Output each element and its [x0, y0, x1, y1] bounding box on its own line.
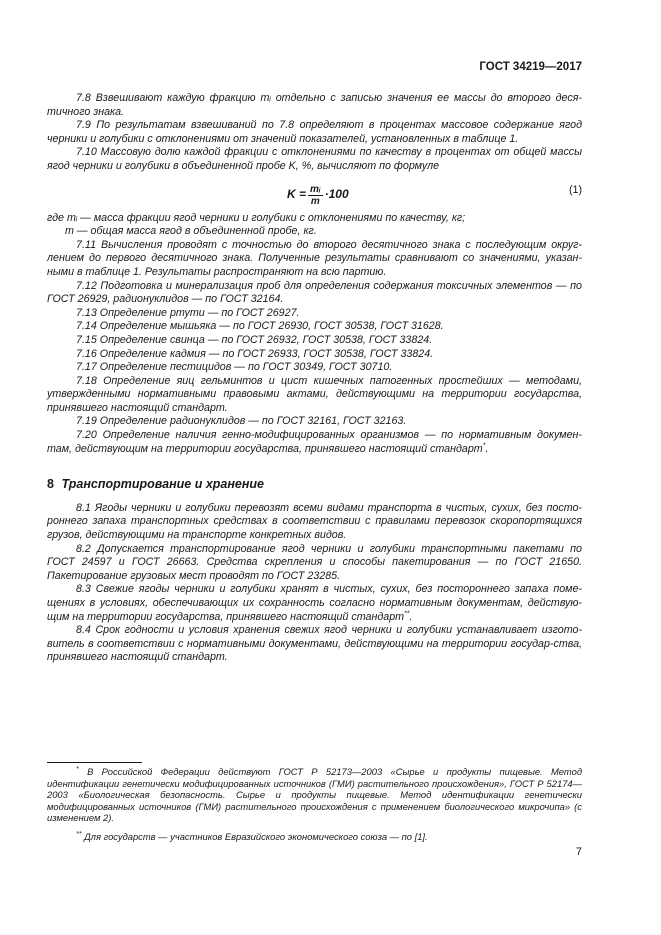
footnote-1-text: В Российской Федерации действуют ГОСТ Р 52173—2003 «Сырье и продукты пищевые. Метод идентификации генетически модифицированных источников (ГМИ) растительного происхождения», ГОСТ Р 52174—2003 «Биологическая безопасность. Сырье и продукты пищевые. Метод идентификации генетически модифицированных источников (ГМИ) растительного происхождения с применением биологического микрочипа» (с изменением 2).: [47, 766, 583, 823]
paragraph-7-17: 7.17 Определение пестицидов — по ГОСТ 30349, ГОСТ 30710.: [76, 361, 393, 374]
formula-denominator: m: [310, 195, 320, 207]
footnote-2: [47, 831, 582, 843]
paragraph-8-2: 8.2 Допускается транспортирование ягод черники и голубики транспортными пакетами по ГОСТ 24597 и ГОСТ 26663. Средства скрепления и способы пакетирования — по ГОСТ 21650. Пакетирование грузовых мест проводят по ГОСТ 23285.: [47, 542, 582, 582]
formula-number: (1): [568, 183, 582, 196]
formula-legend: [47, 212, 582, 239]
formula-tail: ·100: [324, 187, 349, 202]
document-header: ГОСТ 34219—2017: [479, 61, 582, 73]
paragraph-7-20: [47, 429, 582, 456]
footnote-2-mark: **: [76, 830, 82, 838]
paragraph-8-1: 8.1 Ягоды черники и голубики перевозят всеми видами транспорта в чистых, сухих, без посто-роннего запаха транспортных средствах в соответствии с правилами перевозок скоропортящихся грузов, действующими на транспорте конкретных видов.: [47, 501, 582, 542]
section-number: 8: [47, 477, 54, 492]
paragraph-8-3-end: .: [409, 610, 413, 623]
section-heading-8: [47, 478, 582, 492]
document-body: [47, 92, 582, 665]
footnote-2-text: Для государств — участников Евразийского экономического союза — по [1].: [84, 830, 428, 842]
footnote-divider: [47, 762, 142, 763]
paragraph-8-3: [47, 583, 582, 624]
paragraph-7-20-end: .: [485, 442, 489, 455]
paragraph-7-13: 7.13 Определение ртути — по ГОСТ 26927.: [76, 306, 300, 319]
page-number: 7: [575, 846, 582, 858]
paragraph-7-10: 7.10 Массовую долю каждой фракции с отклонениями по качеству в процентах от общей массы ягод черники и голубики в объединенной пробе K, %, вычисляют по формуле: [47, 146, 582, 172]
paragraph-7-20-text: 7.20 Определение наличия генно-модифицированных организмов — по нормативным докумен-там, действующим на территории государства, принявшего настоящий стандарт: [47, 429, 582, 455]
formula-1: [47, 178, 582, 212]
paragraph-8-4: 8.4 Срок годности и условия хранения свежих ягод черники и голубики устанавливает изгото-витель в соответствии с нормативными документами, действующими на территории государ-ства, принявшего настоящий стандарт.: [47, 624, 582, 664]
paragraph-7-18: 7.18 Определение яиц гельминтов и цист кишечных патогенных простейших — методами, утвержденными нормативными правовыми актами, действующими на территории государства, принявшего настоящий стандарт.: [47, 374, 582, 414]
footnote-1: [47, 766, 582, 824]
formula-numerator: mᵢ: [310, 183, 321, 195]
footnote-1-mark: *: [76, 765, 79, 773]
paragraph-7-19: 7.19 Определение радионуклидов — по ГОСТ 32161, ГОСТ 32163.: [76, 415, 407, 428]
footnotes: [47, 766, 582, 849]
paragraph-7-12: 7.12 Подготовка и минерализация проб для определения содержания токсичных элементов — по ГОСТ 26929, радионуклидов — по ГОСТ 32164.: [47, 279, 582, 306]
paragraph-8-3-text: 8.3 Свежие ягоды черники и голубики хранят в чистых, сухих, без постороннего запаха поме-щениях в условиях, обеспечивающих их сохранность согласно нормативным документам, действую-щим на территории государства, принявшего настоящий стандарт: [47, 583, 582, 623]
formula-fraction: [308, 184, 323, 207]
legend-row-mi: где mᵢ — масса фракции ягод черники и голубики с отклонениями по качеству, кг;: [47, 211, 466, 224]
footnote-ref-1[interactable]: *: [482, 442, 486, 450]
paragraph-7-11: 7.11 Вычисления проводят с точностью до второго десятичного знака с последующим округ-лением до первого десятичного знака. Полученные результаты сравнивают со значениями, указан-ными в таблице 1. Результаты распространяют на всю партию.: [47, 238, 582, 278]
paragraph-7-16: 7.16 Определение кадмия — по ГОСТ 26933, ГОСТ 30538, ГОСТ 33824.: [76, 347, 434, 360]
section-title: Транспортирование и хранение: [61, 477, 265, 492]
footnote-ref-2[interactable]: **: [404, 610, 410, 618]
paragraph-7-9: 7.9 По результатам взвешиваний по 7.8 определяют в процентах массовое содержание ягод черники и голубики с отклонениями от значений показателей, установленных в таблице 1.: [47, 119, 582, 145]
formula-expression: [287, 184, 349, 207]
legend-row-m: m — общая масса ягод в объединенной пробе, кг.: [65, 225, 317, 238]
formula-lhs: K =: [287, 187, 307, 202]
paragraph-7-8: 7.8 Взвешивают каждую фракцию mᵢ отдельно с записью значения ее массы до второго деся-тичного знака.: [47, 92, 582, 118]
paragraph-7-14: 7.14 Определение мышьяка — по ГОСТ 26930, ГОСТ 30538, ГОСТ 31628.: [76, 320, 444, 333]
paragraph-7-15: 7.15 Определение свинца — по ГОСТ 26932, ГОСТ 30538, ГОСТ 33824.: [76, 333, 433, 346]
